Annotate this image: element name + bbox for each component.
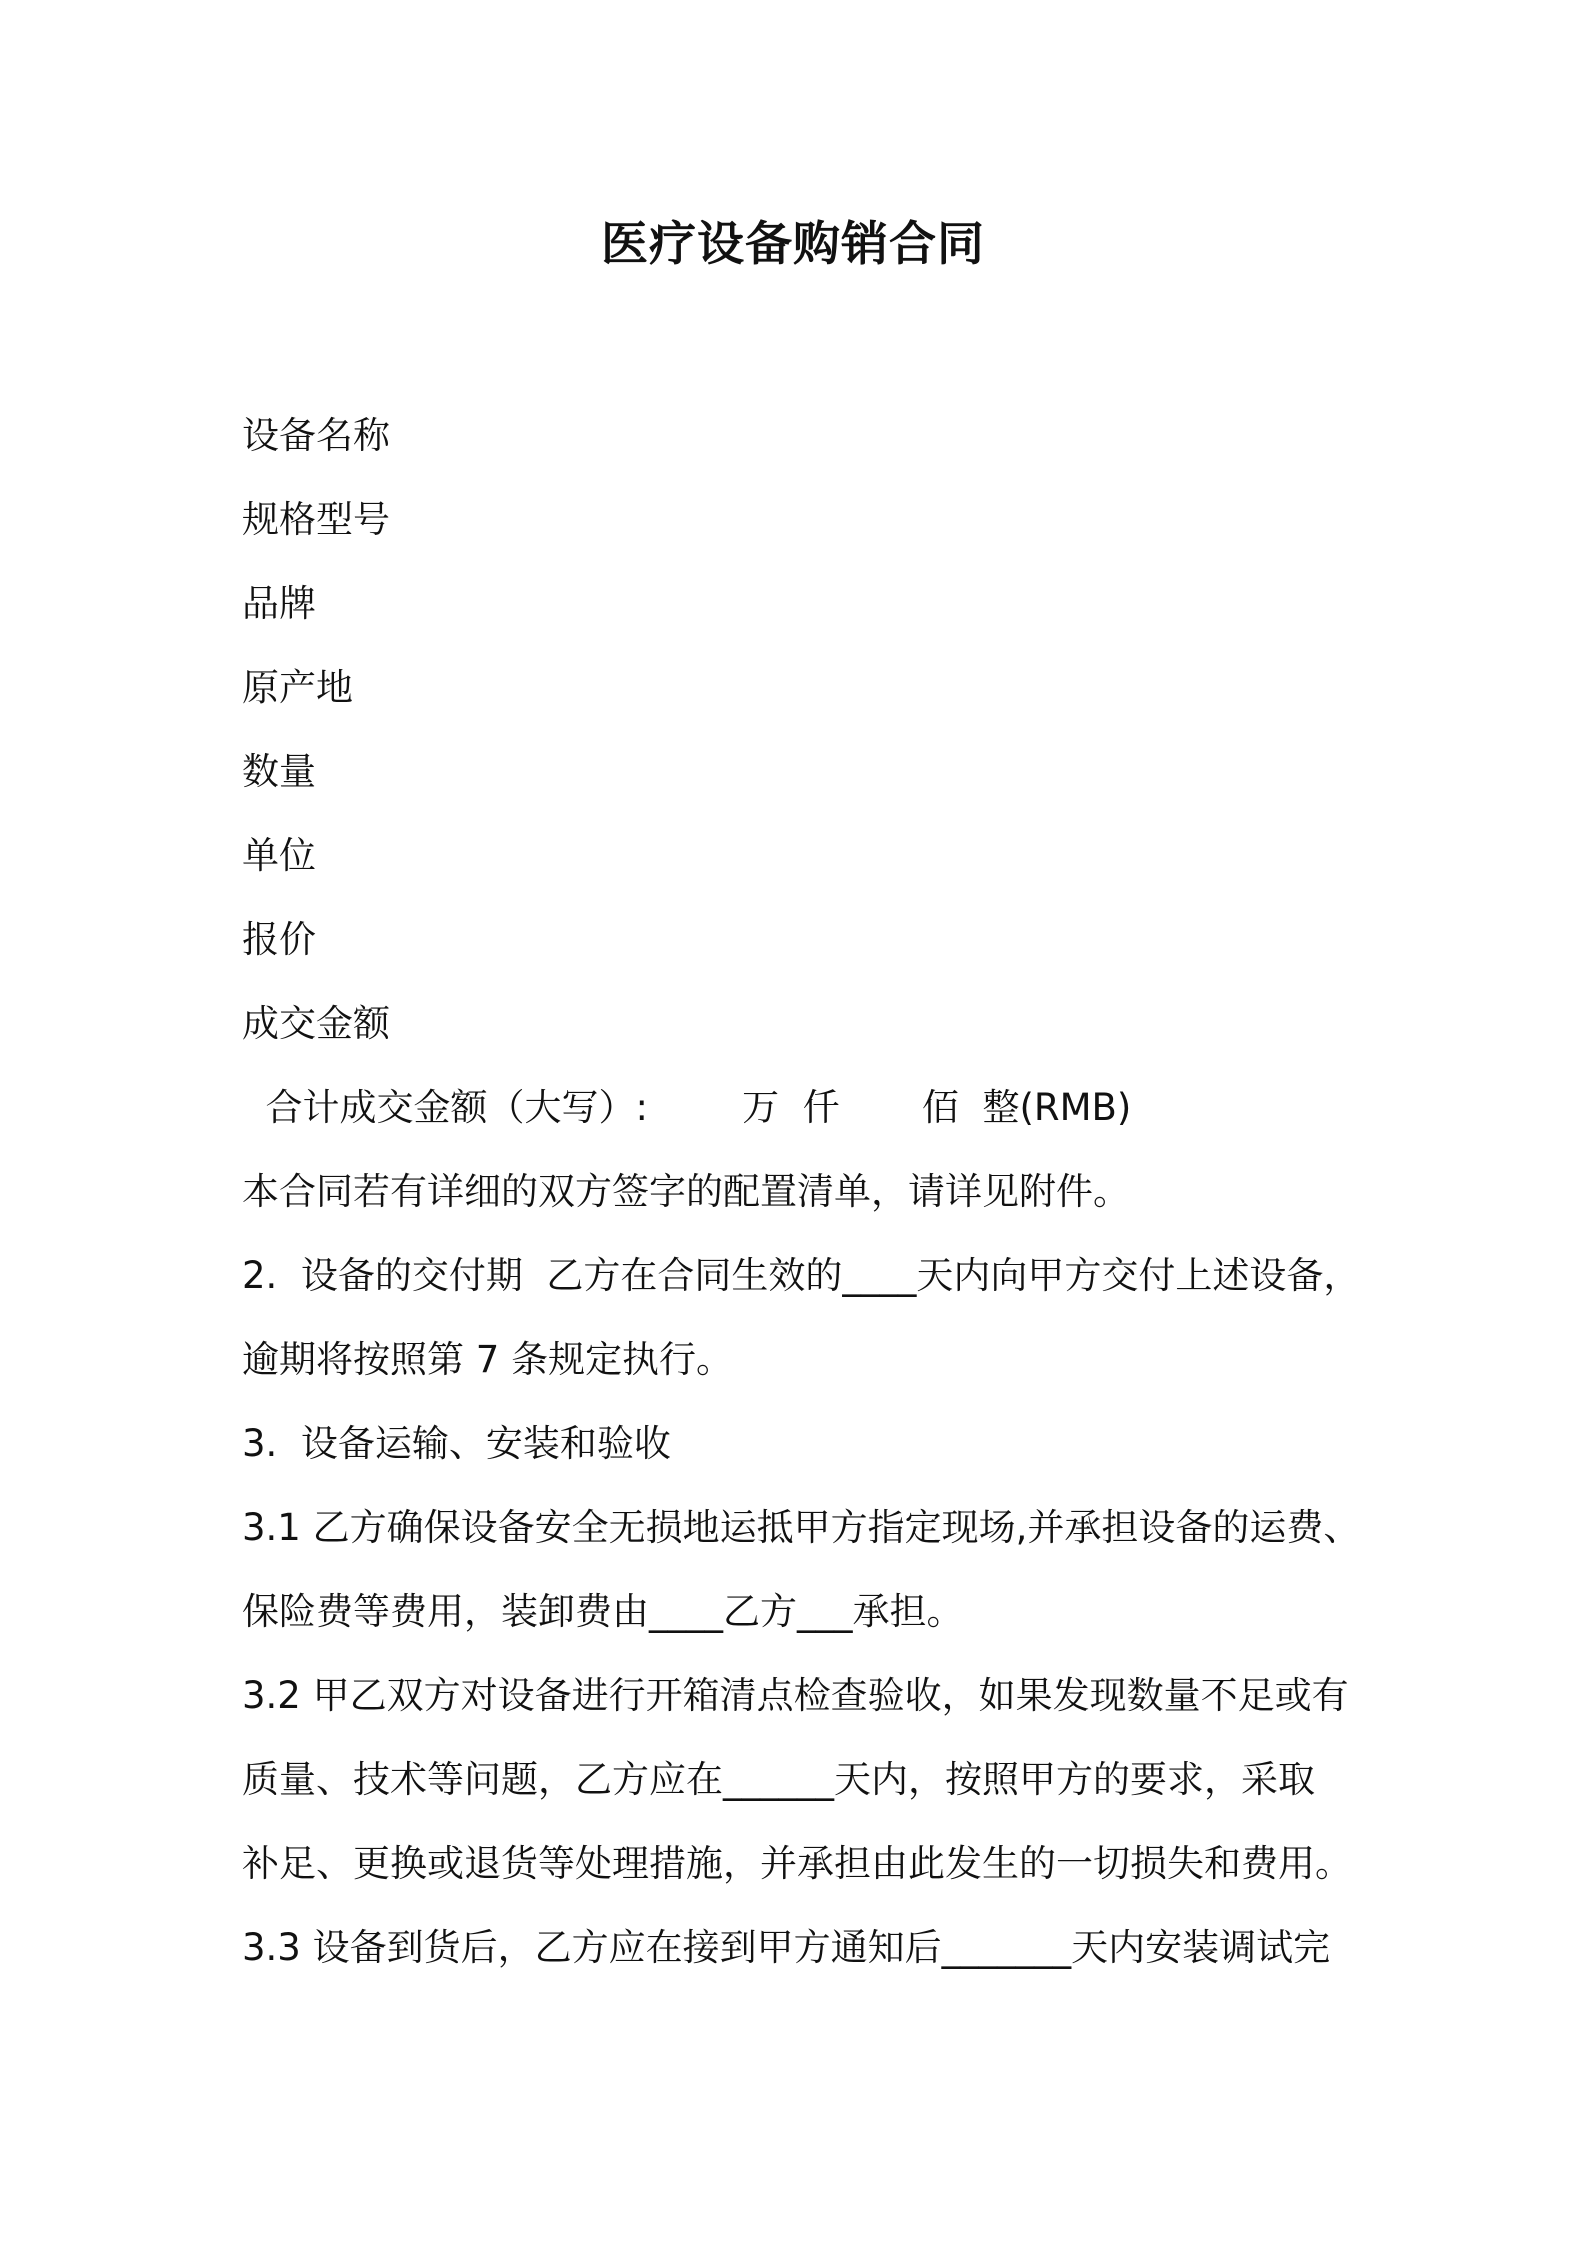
field-model-spec: 规格型号 [242,498,390,541]
field-brand: 品牌 [242,582,316,625]
paragraph-delivery-2: 逾期将按照第 7 条规定执行。 [242,1338,734,1381]
paragraph-3-2-c: 补足、更换或退货等处理措施，并承担由此发生的一切损失和费用。 [242,1842,1352,1885]
paragraph-3-2-b: 质量、技术等问题，乙方应在______天内，按照甲方的要求，采取 [242,1758,1315,1801]
paragraph-delivery-1: 2. 设备的交付期 乙方在合同生效的____天内向甲方交付上述设备， [242,1254,1361,1297]
paragraph-attachment-note: 本合同若有详细的双方签字的配置清单，请详见附件。 [242,1170,1130,1213]
field-deal-amount: 成交金额 [242,1002,390,1045]
field-unit: 单位 [242,834,316,877]
total-amount-line: 合计成交金额（大写）: 万 仟 佰 整(RMB) [242,1086,1132,1129]
paragraph-3-1-a: 3.1 乙方确保设备安全无损地运抵甲方指定现场,并承担设备的运费、 [242,1506,1361,1549]
field-origin: 原产地 [242,666,353,709]
field-quote: 报价 [242,918,316,961]
field-equipment-name: 设备名称 [242,414,390,457]
paragraph-3-3-a: 3.3 设备到货后，乙方应在接到甲方通知后_______天内安装调试完 [242,1926,1331,1969]
paragraph-3-1-b: 保险费等费用，装卸费由____乙方___承担。 [242,1590,964,1633]
paragraph-3-2-a: 3.2 甲乙双方对设备进行开箱清点检查验收，如果发现数量不足或有 [242,1674,1349,1717]
field-quantity: 数量 [242,750,316,793]
document-title: 医疗设备购销合同 [601,217,985,272]
section-heading-transport: 3. 设备运输、安装和验收 [242,1422,671,1465]
